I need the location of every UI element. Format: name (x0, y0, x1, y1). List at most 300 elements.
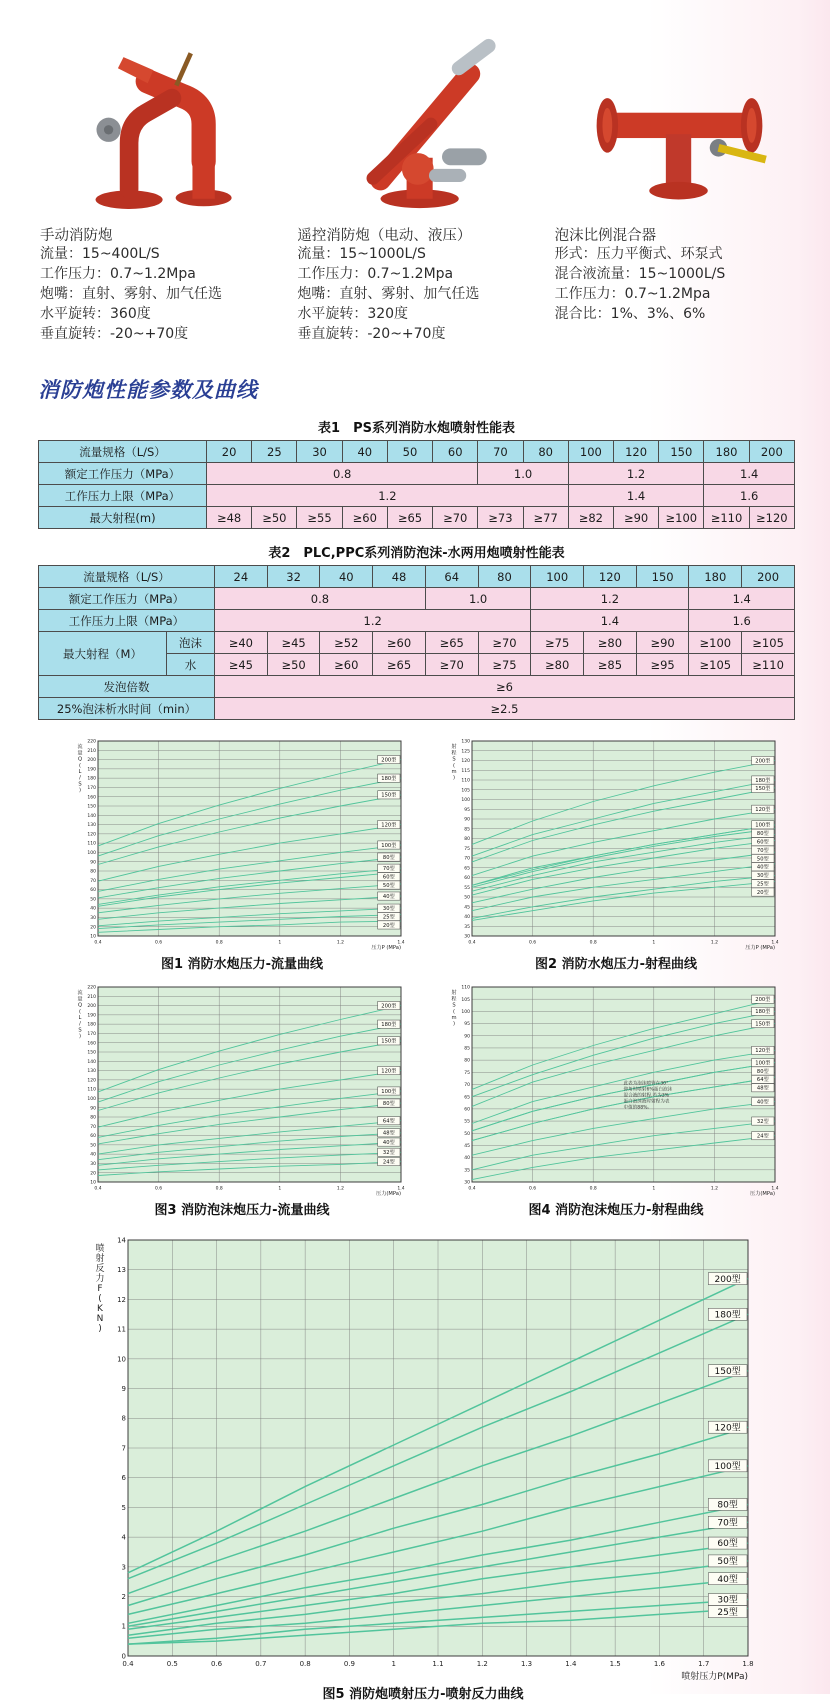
table-cell: 1.6 (689, 610, 795, 632)
y-tick-label: 210 (87, 749, 96, 755)
y-tick-label: 40 (464, 1156, 470, 1162)
series-label: 120型 (381, 1068, 397, 1075)
table-cell: ≥90 (613, 507, 658, 529)
table-cell: ≥95 (636, 654, 689, 676)
series-label: 24型 (756, 1133, 769, 1140)
y-tick-label: 105 (461, 788, 470, 794)
x-tick-label: 1.8 (742, 1660, 754, 1669)
series-label: 100型 (714, 1462, 741, 1473)
y-tick-label: 115 (461, 769, 470, 775)
x-tick-label: 0.4 (122, 1660, 134, 1669)
table-cell: 泡沫 (167, 632, 215, 654)
remote-fire-monitor-image (319, 36, 524, 218)
chart-canvas (72, 980, 412, 1198)
table-cell: 1.2 (531, 588, 689, 610)
x-tick-label: 1.2 (476, 1660, 488, 1669)
table-cell: 150 (659, 441, 704, 463)
table-cell: 1.0 (425, 588, 530, 610)
y-tick-label: 12 (117, 1296, 126, 1305)
table-cell: 200 (742, 566, 795, 588)
x-tick-label: 1.3 (521, 1660, 533, 1669)
table1-section (38, 417, 795, 529)
chart-caption: 图5 消防炮喷射压力-喷射反力曲线 (322, 1687, 524, 1702)
table-cell: ≥73 (478, 507, 523, 529)
series-label: 150型 (381, 793, 397, 800)
x-tick-label: 0.5 (166, 1660, 178, 1669)
y-axis-label: 反 (95, 1264, 105, 1275)
y-tick-label: 50 (90, 897, 96, 903)
series-label: 30型 (382, 906, 395, 913)
y-axis-label: Q (77, 1002, 83, 1009)
table-cell: ≥60 (373, 632, 426, 654)
y-tick-label: 190 (87, 1013, 96, 1019)
y-tick-label: 1 (121, 1623, 126, 1632)
y-axis-label: 喷 (95, 1244, 105, 1255)
y-tick-label: 40 (90, 1153, 96, 1159)
table-cell: 流量规格（L/S） (39, 441, 207, 463)
table-cell: 40 (320, 566, 373, 588)
y-axis-label: L (78, 1015, 82, 1022)
chart-caption: 图3 消防泡沫炮压力-流量曲线 (154, 1203, 330, 1219)
product-card (297, 30, 546, 344)
series-label: 120型 (755, 1048, 771, 1055)
x-tick-label: 0.4 (94, 1186, 102, 1192)
x-tick-label: 1.4 (397, 1186, 405, 1192)
x-tick-label: 0.9 (343, 1660, 355, 1669)
table-cell: ≥40 (215, 632, 268, 654)
product-spec-line: 水平旋转：360度 (40, 305, 151, 322)
y-axis-label: Q (77, 756, 83, 763)
table-cell: ≥105 (742, 632, 795, 654)
table-cell: ≥70 (425, 654, 478, 676)
table-row (39, 463, 795, 485)
table-cell: ≥70 (433, 507, 478, 529)
series-label: 20型 (382, 923, 395, 930)
series-label: 70型 (717, 1518, 738, 1529)
y-tick-label: 85 (464, 827, 470, 833)
y-axis-label: 射 (451, 990, 457, 997)
table-cell: ≥75 (478, 654, 531, 676)
series-label: 64型 (382, 1118, 395, 1125)
table-row (39, 610, 795, 632)
series-label: 180型 (755, 1009, 771, 1016)
table-cell: 流量规格（L/S） (39, 566, 215, 588)
x-tick-label: 1 (278, 1186, 282, 1192)
table-cell: 最大射程(m) (39, 507, 207, 529)
y-tick-label: 35 (464, 925, 470, 931)
y-axis-label: F (97, 1284, 103, 1295)
y-tick-label: 50 (90, 1143, 96, 1149)
series-label: 150型 (755, 1021, 771, 1028)
table-cell: 0.8 (215, 588, 426, 610)
table-cell: 70 (478, 441, 523, 463)
product-name: 泡沫比例混合器 (554, 228, 657, 244)
y-tick-label: 130 (461, 739, 470, 745)
product-spec-list (555, 245, 804, 325)
x-tick-label: 0.4 (94, 940, 102, 946)
y-tick-label: 65 (464, 866, 470, 872)
table-row (39, 698, 795, 720)
charts-grid (72, 734, 830, 1226)
chart-svg (88, 1230, 758, 1682)
table-cell: 1.2 (207, 485, 569, 507)
y-tick-label: 3 (121, 1563, 126, 1572)
table-cell: ≥80 (584, 632, 637, 654)
y-tick-label: 2 (121, 1593, 126, 1602)
y-tick-label: 110 (87, 1088, 96, 1094)
table-cell: ≥80 (531, 654, 584, 676)
table-cell: 最大射程（M） (39, 632, 167, 676)
x-tick-label: 0.8 (215, 1186, 223, 1192)
table-row (39, 676, 795, 698)
product-spec-line: 水平旋转：320度 (297, 305, 409, 322)
series-label: 40型 (756, 1099, 769, 1106)
y-tick-label: 90 (90, 1106, 96, 1112)
chart-annotation: 混合液的射程,若为3% (623, 1093, 669, 1099)
chart-svg (446, 734, 782, 952)
table-cell: 60 (433, 441, 478, 463)
table2-section (38, 542, 795, 720)
series-label: 20型 (756, 890, 769, 897)
table-cell: 30 (297, 441, 342, 463)
table-cell: 50 (387, 441, 432, 463)
table-cell: 180 (689, 566, 742, 588)
y-tick-label: 20 (90, 1171, 96, 1177)
y-axis-label: ( (452, 1009, 456, 1016)
y-tick-label: 170 (87, 1032, 96, 1038)
y-axis-label: 流 (77, 744, 83, 751)
table-cell: 1.4 (531, 610, 689, 632)
chart-annotation: 中值的88%。 (623, 1105, 653, 1111)
product-photo (555, 30, 804, 218)
series-label: 150型 (381, 1039, 397, 1046)
y-tick-label: 160 (87, 795, 96, 801)
y-axis-label: S (452, 756, 456, 763)
series-label: 80型 (717, 1500, 738, 1511)
y-axis-label: 射 (95, 1254, 105, 1265)
y-tick-label: 14 (117, 1236, 126, 1245)
table-cell: ≥100 (689, 632, 742, 654)
series-label: 25型 (382, 914, 395, 921)
series-label: 48型 (756, 1085, 769, 1092)
series-label: 80型 (756, 1069, 769, 1076)
table-cell: ≥65 (373, 654, 426, 676)
table-cell: ≥48 (207, 507, 252, 529)
chart-caption: 图1 消防水炮压力-流量曲线 (161, 957, 323, 973)
table-cell: 水 (167, 654, 215, 676)
series-label: 200型 (755, 758, 771, 765)
chart-svg (72, 980, 408, 1198)
x-tick-label: 1 (652, 940, 656, 946)
chart-canvas (72, 734, 412, 952)
table-cell: 0.8 (207, 463, 478, 485)
y-tick-label: 10 (117, 1355, 126, 1364)
y-tick-label: 45 (464, 1144, 470, 1150)
y-tick-label: 30 (464, 1180, 470, 1186)
y-tick-label: 75 (464, 1071, 470, 1077)
chart-figure-2 (446, 734, 786, 980)
x-tick-label: 0.8 (589, 940, 597, 946)
y-tick-label: 40 (464, 915, 470, 921)
x-tick-label: 0.4 (468, 940, 476, 946)
manual-fire-monitor-image (62, 36, 267, 218)
series-label: 40型 (717, 1575, 738, 1586)
y-tick-label: 120 (87, 832, 96, 838)
chart-canvas (88, 1230, 758, 1682)
y-tick-label: 5 (121, 1504, 126, 1513)
y-axis-label: ) (78, 1033, 82, 1040)
table-cell: 100 (568, 441, 613, 463)
y-tick-label: 150 (87, 804, 96, 810)
y-axis-label: ( (78, 1009, 82, 1016)
y-tick-label: 4 (121, 1533, 126, 1542)
series-label: 100型 (755, 1060, 771, 1067)
table-cell: 1.2 (568, 463, 704, 485)
y-axis-label: S (78, 781, 82, 788)
y-tick-label: 90 (464, 1034, 470, 1040)
y-axis-label: m (451, 1015, 457, 1022)
data-table (38, 565, 795, 720)
y-axis-label: ( (78, 763, 82, 770)
y-axis-label: 流 (77, 990, 83, 997)
table-cell: ≥110 (742, 654, 795, 676)
table-cell: ≥65 (425, 632, 478, 654)
y-tick-label: 100 (461, 1010, 470, 1016)
table-cell: ≥105 (689, 654, 742, 676)
foam-proportioner-image (572, 62, 787, 218)
series-label: 30型 (756, 873, 769, 880)
product-photo (297, 30, 546, 218)
series-label: 120型 (755, 807, 771, 814)
y-tick-label: 30 (90, 916, 96, 922)
chart-annotation: 此表为泡沫喷管在30° (623, 1081, 669, 1087)
y-tick-label: 60 (464, 876, 470, 882)
y-tick-label: 190 (87, 767, 96, 773)
table-cell: 24 (215, 566, 268, 588)
y-tick-label: 70 (90, 879, 96, 885)
series-label: 50型 (756, 856, 769, 863)
product-spec-line: 形式：压力平衡式、环泵式 (554, 246, 723, 262)
y-tick-label: 100 (461, 798, 470, 804)
chart-annotation: 仰角时喷射6%蛋白泡沫 (623, 1087, 673, 1093)
performance-table-foam-water (38, 565, 795, 720)
chart-caption: 图2 消防水炮压力-射程曲线 (535, 957, 697, 973)
y-tick-label: 7 (121, 1444, 126, 1453)
y-tick-label: 70 (464, 1083, 470, 1089)
product-spec-line: 工作压力：0.7~1.2Mpa (40, 265, 196, 282)
table-cell: 1.4 (704, 463, 795, 485)
y-tick-label: 170 (87, 786, 96, 792)
x-axis-label: 压力(MPa) (376, 1191, 401, 1198)
series-label: 80型 (382, 1101, 395, 1108)
series-label: 60型 (756, 839, 769, 846)
y-tick-label: 100 (87, 851, 96, 857)
section-title: 消防炮性能参数及曲线 (38, 378, 258, 403)
y-tick-label: 60 (90, 1134, 96, 1140)
y-axis-label: L (78, 769, 82, 776)
y-tick-label: 0 (121, 1652, 126, 1661)
chart-svg (446, 980, 782, 1198)
x-axis-label: 压力(MPa) (750, 1191, 775, 1198)
y-tick-label: 6 (121, 1474, 126, 1483)
chart-figure-3 (72, 980, 412, 1226)
y-tick-label: 13 (117, 1266, 126, 1275)
series-label: 48型 (382, 1130, 395, 1137)
table-cell: 64 (425, 566, 478, 588)
x-tick-label: 1.6 (653, 1660, 665, 1669)
table-cell: 200 (749, 441, 794, 463)
series-label: 70型 (382, 866, 395, 873)
y-tick-label: 11 (117, 1325, 126, 1334)
series-label: 70型 (756, 848, 769, 855)
y-tick-label: 10 (90, 1180, 96, 1186)
series-label: 50型 (717, 1557, 738, 1568)
series-label: 60型 (382, 874, 395, 881)
series-label: 200型 (381, 757, 397, 764)
x-tick-label: 0.6 (529, 940, 537, 946)
product-spec-line: 混合比：1%、3%、6% (554, 305, 706, 322)
table-cell: 120 (584, 566, 637, 588)
series-label: 40型 (756, 865, 769, 872)
table-cell: ≥60 (342, 507, 387, 529)
product-spec-line: 垂直旋转：-20~+70度 (297, 325, 446, 342)
y-tick-label: 150 (87, 1050, 96, 1056)
y-tick-label: 20 (90, 925, 96, 931)
table-cell: 1.0 (478, 463, 568, 485)
series-label: 150型 (755, 786, 771, 793)
y-axis-label: m (451, 769, 457, 776)
product-spec-list (297, 245, 546, 344)
table-cell: 25%泡沫析水时间（min） (39, 698, 215, 720)
y-tick-label: 35 (464, 1168, 470, 1174)
product-spec-line: 炮嘴：直射、雾射、加气任选 (297, 285, 480, 302)
table-cell: 工作压力上限（MPa） (39, 610, 215, 632)
y-tick-label: 95 (464, 808, 470, 814)
y-tick-label: 80 (464, 837, 470, 843)
table-cell: ≥6 (215, 676, 795, 698)
table-cell: 1.4 (689, 588, 795, 610)
table-cell: ≥120 (749, 507, 794, 529)
y-tick-label: 210 (87, 995, 96, 1001)
y-tick-label: 110 (461, 778, 470, 784)
y-axis-label: ) (78, 787, 82, 794)
y-tick-label: 10 (90, 934, 96, 940)
series-label: 80型 (756, 831, 769, 838)
y-axis-label: 程 (451, 750, 457, 757)
table-cell: 100 (531, 566, 584, 588)
y-axis-label: 量 (77, 996, 83, 1003)
y-tick-label: 50 (464, 1132, 470, 1138)
table-cell: ≥70 (478, 632, 531, 654)
x-tick-label: 1.4 (397, 940, 405, 946)
table-cell: 1.2 (215, 610, 531, 632)
y-tick-label: 55 (464, 886, 470, 892)
product-card (40, 30, 289, 344)
series-label: 25型 (756, 881, 769, 888)
x-tick-label: 0.6 (211, 1660, 223, 1669)
table-cell: ≥110 (704, 507, 749, 529)
y-tick-label: 50 (464, 895, 470, 901)
y-tick-label: 65 (464, 1095, 470, 1101)
series-label: 180型 (381, 776, 397, 783)
table-cell: ≥50 (267, 654, 320, 676)
y-tick-label: 70 (464, 856, 470, 862)
x-tick-label: 0.4 (468, 1186, 476, 1192)
series-label: 60型 (717, 1539, 738, 1550)
y-tick-label: 220 (87, 739, 96, 745)
y-tick-label: 125 (461, 749, 470, 755)
series-label: 100型 (381, 843, 397, 850)
series-label: 30型 (717, 1596, 738, 1607)
y-tick-label: 180 (87, 1023, 96, 1029)
y-axis-label: K (97, 1304, 103, 1315)
x-axis-label: 压力P (MPa) (745, 945, 775, 952)
table-cell: 40 (342, 441, 387, 463)
x-tick-label: 1.1 (432, 1660, 444, 1669)
table-cell: ≥85 (584, 654, 637, 676)
x-tick-label: 1 (652, 1186, 656, 1192)
x-tick-label: 0.6 (529, 1186, 537, 1192)
x-tick-label: 1.5 (609, 1660, 621, 1669)
series-label: 200型 (714, 1275, 741, 1286)
series-label: 200型 (755, 997, 771, 1004)
y-axis-label: N (96, 1314, 104, 1325)
product-photo (40, 30, 289, 218)
x-tick-label: 0.7 (255, 1660, 267, 1669)
series-label: 64型 (756, 1077, 769, 1084)
y-tick-label: 9 (121, 1385, 126, 1394)
chart-annotation: 蛋白泡沫液时射程为表 (623, 1099, 670, 1105)
y-tick-label: 130 (87, 823, 96, 829)
x-tick-label: 1.2 (710, 1186, 718, 1192)
series-label: 200型 (381, 1003, 397, 1010)
y-tick-label: 85 (464, 1046, 470, 1052)
table-row (39, 632, 795, 654)
series-label: 100型 (381, 1089, 397, 1096)
table-cell: 48 (373, 566, 426, 588)
table-cell: 1.6 (704, 485, 795, 507)
chart-figure-5 (88, 1230, 758, 1702)
chart-svg (72, 734, 408, 952)
y-tick-label: 90 (90, 860, 96, 866)
x-tick-label: 0.8 (215, 940, 223, 946)
series-label: 32型 (382, 1150, 395, 1157)
x-tick-label: 0.8 (299, 1660, 311, 1669)
product-spec-line: 混合液流量：15~1000L/S (554, 265, 726, 282)
product-name: 遥控消防炮（电动、液压） (297, 228, 472, 244)
series-label: 100型 (755, 823, 771, 830)
table-cell: 25 (252, 441, 297, 463)
y-axis-label: / (79, 1021, 81, 1028)
performance-table-water (38, 440, 795, 529)
y-axis-label: S (452, 1002, 456, 1009)
table-cell: 额定工作压力（MPa） (39, 588, 215, 610)
x-tick-label: 1.2 (336, 940, 344, 946)
series-label: 50型 (382, 883, 395, 890)
y-tick-label: 60 (90, 888, 96, 894)
y-tick-label: 110 (461, 985, 470, 991)
table-cell: ≥45 (215, 654, 268, 676)
y-axis-label: / (79, 775, 81, 782)
table-row (39, 588, 795, 610)
table-cell: ≥90 (636, 632, 689, 654)
y-axis-label: S (78, 1027, 82, 1034)
table-cell: 120 (613, 441, 658, 463)
y-tick-label: 70 (90, 1125, 96, 1131)
x-tick-label: 1.4 (771, 940, 779, 946)
y-tick-label: 30 (464, 934, 470, 940)
y-tick-label: 100 (87, 1097, 96, 1103)
